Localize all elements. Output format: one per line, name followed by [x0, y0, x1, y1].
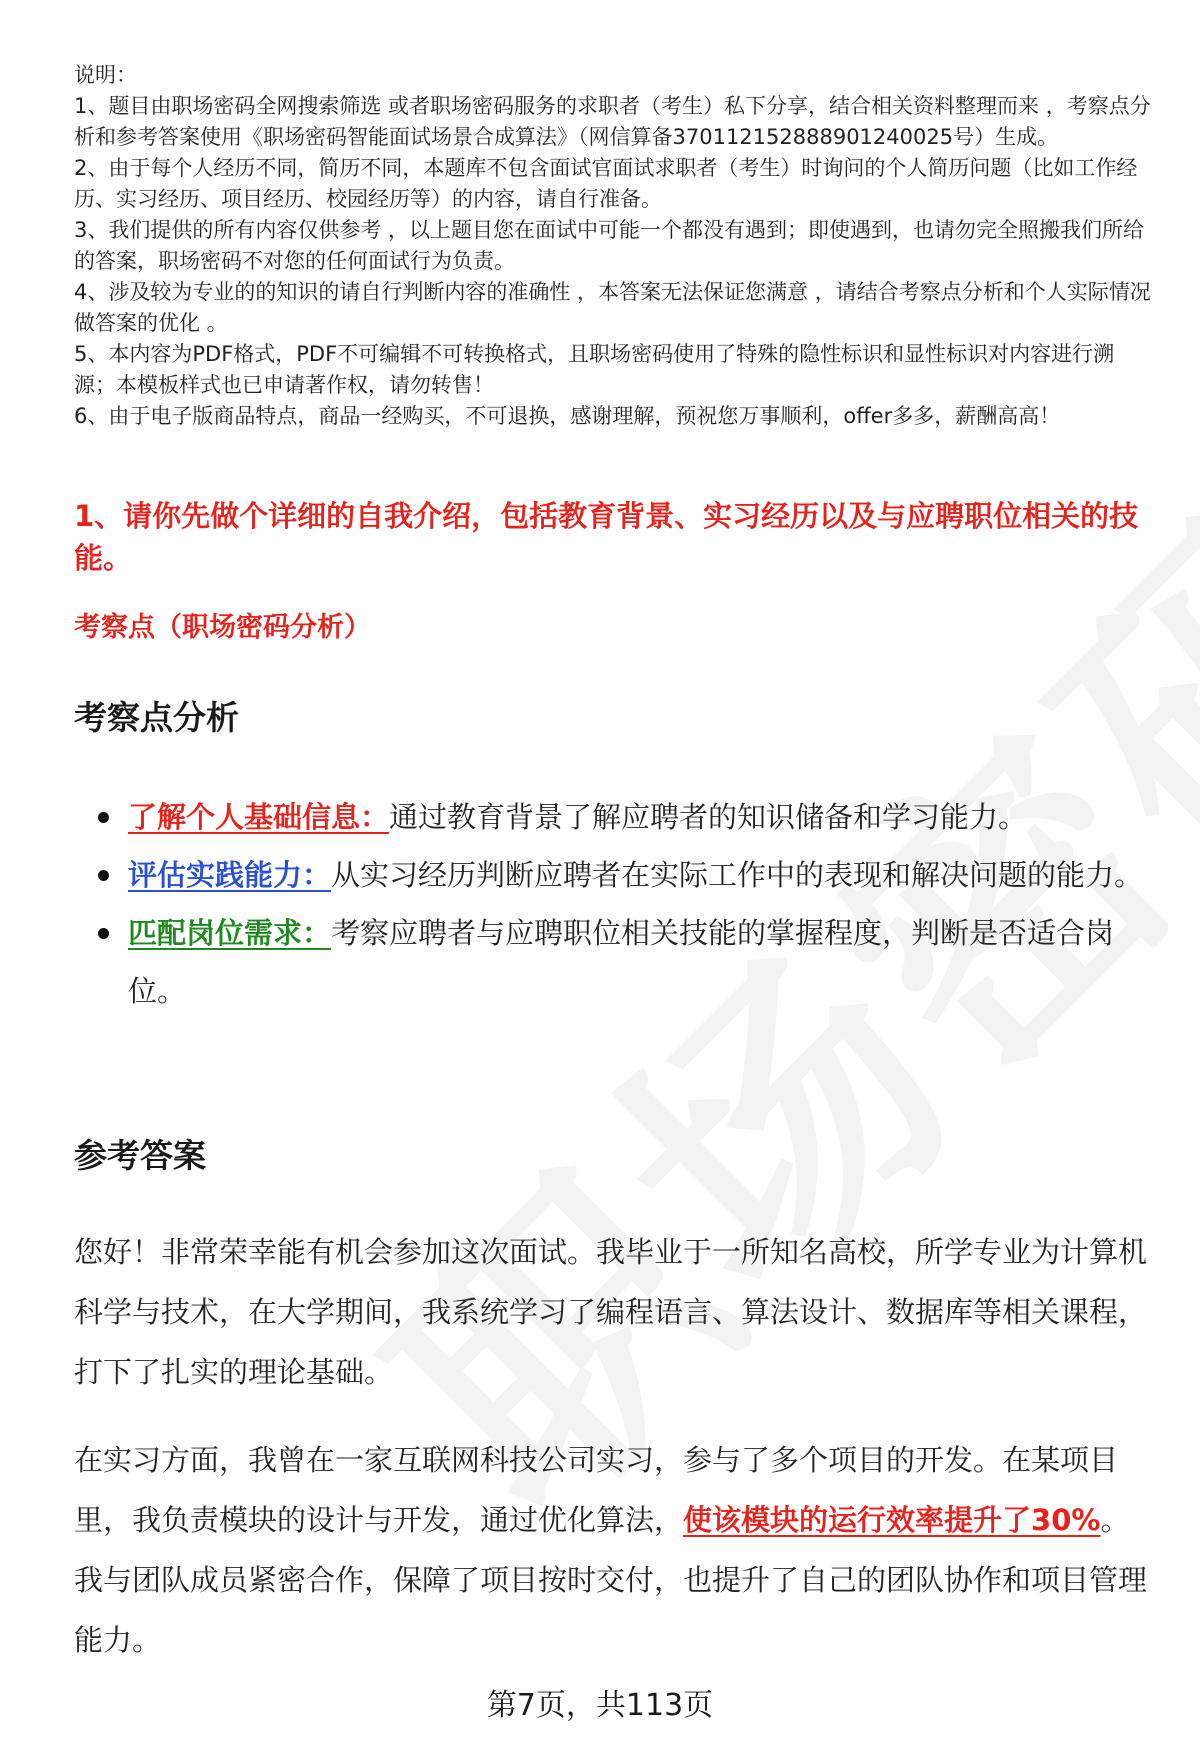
note-item: 6、由于电子版商品特点，商品一经购买，不可退换，感谢理解，预祝您万事顺利，offer多多，薪酬高高！ [74, 404, 1061, 428]
analysis-item [74, 846, 1154, 904]
analysis-item [74, 904, 1154, 1020]
analysis-text: 从实习经历判断应聘者在实际工作中的表现和解决问题的能力。 [331, 858, 1144, 892]
analysis-text: 考察应聘者与应聘职位相关技能的掌握程度，判断是否适合岗位。 [128, 916, 1115, 1008]
note-item: 4、涉及较为专业的的知识的请自行判断内容的准确性 ，本答案无法保证您满意 ，请结合考察点分析和个人实际情况做答案的优化 。 [74, 280, 1151, 335]
bullet-icon [98, 812, 109, 823]
note-item: 5、本内容为PDF格式，PDF不可编辑不可转换格式，且职场密码使用了特殊的隐性标识和显性标识对内容进行溯源；本模板样式也已申请著作权，请勿转售！ [74, 342, 1115, 397]
answer-text: 在实习方面，我曾在一家互联网科技公司实习，参与了多个项目的开发。在某项目里，我负责模块的设计与开发，通过优化算法， [74, 1443, 1119, 1537]
analysis-list [74, 788, 1154, 1020]
notes-section [74, 60, 1154, 432]
analysis-heading: 考察点分析 [74, 698, 239, 737]
notes-title: 说明： [74, 63, 137, 87]
analysis-key: 匹配岗位需求： [128, 916, 332, 950]
page-number: 第7页，共113页 [486, 1688, 714, 1723]
analysis-key: 了解个人基础信息： [128, 800, 390, 834]
analysis-text: 通过教育背景了解应聘者的知识储备和学习能力。 [389, 800, 1028, 834]
analysis-item [74, 788, 1154, 846]
analysis-key: 评估实践能力： [128, 858, 332, 892]
bullet-icon [98, 870, 109, 881]
answer-text: 。我与团队成员紧密合作，保障了项目按时交付，也提升了自己的团队协作和项目管理能力。 [74, 1503, 1148, 1657]
answer-heading: 参考答案 [74, 1136, 206, 1175]
note-item: 2、由于每个人经历不同，简历不同，本题库不包含面试官面试求职者（考生）时询问的个人简历问题（比如工作经历、实习经历、项目经历、校园经历等）的内容，请自行准备。 [74, 156, 1138, 211]
note-item: 1、题目由职场密码全网搜索筛选 或者职场密码服务的求职者（考生）私下分享，结合相关资料整理而来 ，考察点分析和参考答案使用《职场密码智能面试场景合成算法》（网信算备370112152888901240025号）生成。 [74, 94, 1151, 149]
kpoint-label: 考察点（职场密码分析） [74, 612, 371, 643]
bullet-icon [98, 928, 109, 939]
answer-paragraph [74, 1430, 1148, 1670]
question-title: 1、请你先做个详细的自我介绍，包括教育背景、实习经历以及与应聘职位相关的技能。 [74, 499, 1139, 575]
answer-highlight: 使该模块的运行效率提升了30% [683, 1503, 1101, 1537]
note-item: 3、我们提供的所有内容仅供参考 ，以上题目您在面试中可能一个都没有遇到；即使遇到，也请勿完全照搬我们所给的答案，职场密码不对您的任何面试行为负责。 [74, 218, 1145, 273]
answer-paragraph: 您好！非常荣幸能有机会参加这次面试。我毕业于一所知名高校，所学专业为计算机科学与技术，在大学期间，我系统学习了编程语言、算法设计、数据库等相关课程，打下了扎实的理论基础。 [74, 1235, 1148, 1389]
